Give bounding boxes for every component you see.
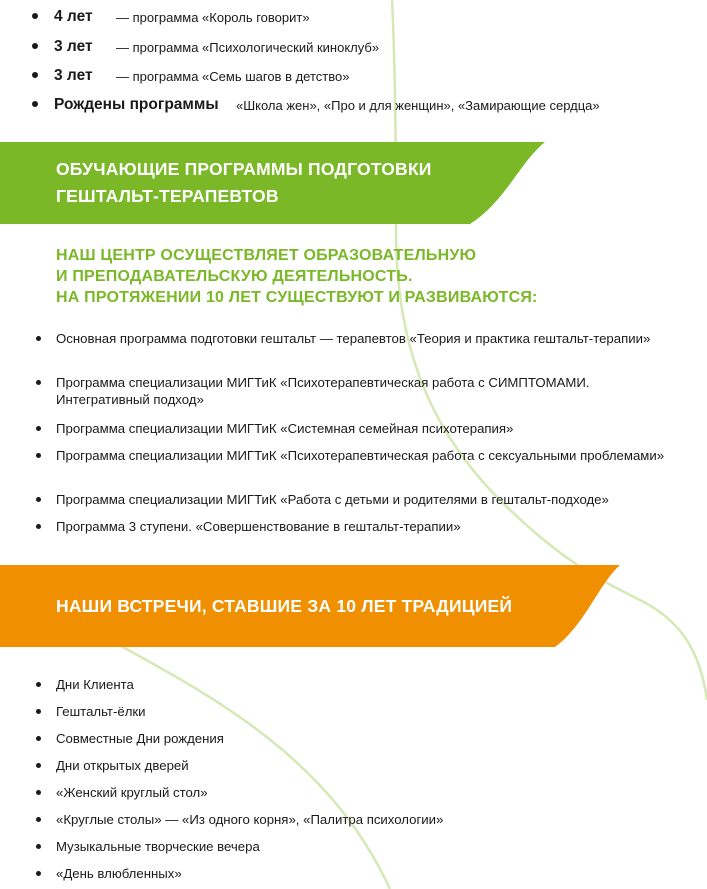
- item-strong: Рождены программы: [54, 96, 219, 113]
- item-text: Музыкальные творческие вечера: [56, 839, 260, 854]
- training-title: [56, 156, 432, 210]
- item-text: Программа специализации МИГТиК «Психотерапевтическая работа с сексуальными проблемами»: [56, 448, 665, 463]
- bullet-icon: [36, 736, 41, 741]
- bullet-icon: [36, 763, 41, 768]
- bullet-icon: [36, 380, 41, 385]
- training-banner: [0, 142, 545, 224]
- item-text: — программа «Семь шагов в детство»: [116, 69, 350, 84]
- bullet-icon: [36, 817, 41, 822]
- subtitle-line: НА ПРОТЯЖЕНИИ 10 ЛЕТ СУЩЕСТВУЮТ И РАЗВИВАЮТСЯ:: [56, 289, 538, 306]
- bullet-icon: [36, 844, 41, 849]
- bullet-icon: [36, 871, 41, 876]
- item-text: Программа специализации МИГТиК «Работа с детьми и родителями в гештальт-подходе»: [56, 492, 609, 507]
- bullet-icon: [36, 497, 41, 502]
- bullet-icon: [36, 426, 41, 431]
- bullet-icon: [36, 524, 41, 529]
- bullet-icon: [32, 72, 38, 78]
- item-strong: 4 лет: [54, 8, 93, 25]
- title-line: ГЕШТАЛЬТ-ТЕРАПЕВТОВ: [56, 186, 279, 206]
- item-text: Совместные Дни рождения: [56, 731, 224, 746]
- traditions-title: НАШИ ВСТРЕЧИ, СТАВШИЕ ЗА 10 ЛЕТ ТРАДИЦИЕЙ: [56, 596, 513, 616]
- item-text: Программа специализации МИГТиК «Системная семейная психотерапия»: [56, 421, 514, 436]
- item-strong: 3 лет: [54, 38, 93, 55]
- bullet-icon: [36, 336, 41, 341]
- item-text: Программа 3 ступени. «Совершенствование в гештальт-терапии»: [56, 519, 461, 534]
- bullet-icon: [36, 709, 41, 714]
- subtitle-line: НАШ ЦЕНТР ОСУЩЕСТВЛЯЕТ ОБРАЗОВАТЕЛЬНУЮ: [56, 247, 477, 264]
- bullet-icon: [32, 43, 38, 49]
- item-text: Дни открытых дверей: [56, 758, 189, 773]
- bullet-icon: [36, 790, 41, 795]
- bullet-icon: [36, 682, 41, 687]
- title-line: ОБУЧАЮЩИЕ ПРОГРАММЫ ПОДГОТОВКИ: [56, 159, 432, 179]
- bullet-icon: [36, 453, 41, 458]
- item-text: Гештальт-ёлки: [56, 704, 146, 719]
- item-text: Дни Клиента: [56, 677, 134, 692]
- bullet-icon: [32, 101, 38, 107]
- bullet-icon: [32, 13, 38, 19]
- training-subtitle: [56, 245, 538, 308]
- subtitle-line: И ПРЕПОДАВАТЕЛЬСКУЮ ДЕЯТЕЛЬНОСТЬ.: [56, 268, 413, 285]
- item-text: «Женский круглый стол»: [56, 785, 208, 800]
- item-strong: 3 лет: [54, 67, 93, 84]
- item-text: «Школа жен», «Про и для женщин», «Замирающие сердца»: [236, 98, 600, 113]
- item-text: «Круглые столы» — «Из одного корня», «Палитра психологии»: [56, 812, 444, 827]
- item-text: — программа «Король говорит»: [116, 10, 310, 25]
- item-text: — программа «Психологический киноклуб»: [116, 40, 380, 55]
- item-text: Программа специализации МИГТиК «Психотерапевтическая работа с СИМПТОМАМИ. Интегративный подход»: [56, 375, 590, 407]
- item-text: Основная программа подготовки гештальт — терапевтов «Теория и практика гештальт-терапии»: [56, 331, 651, 346]
- traditions-banner: [0, 565, 620, 647]
- item-text: «День влюбленных»: [56, 866, 182, 881]
